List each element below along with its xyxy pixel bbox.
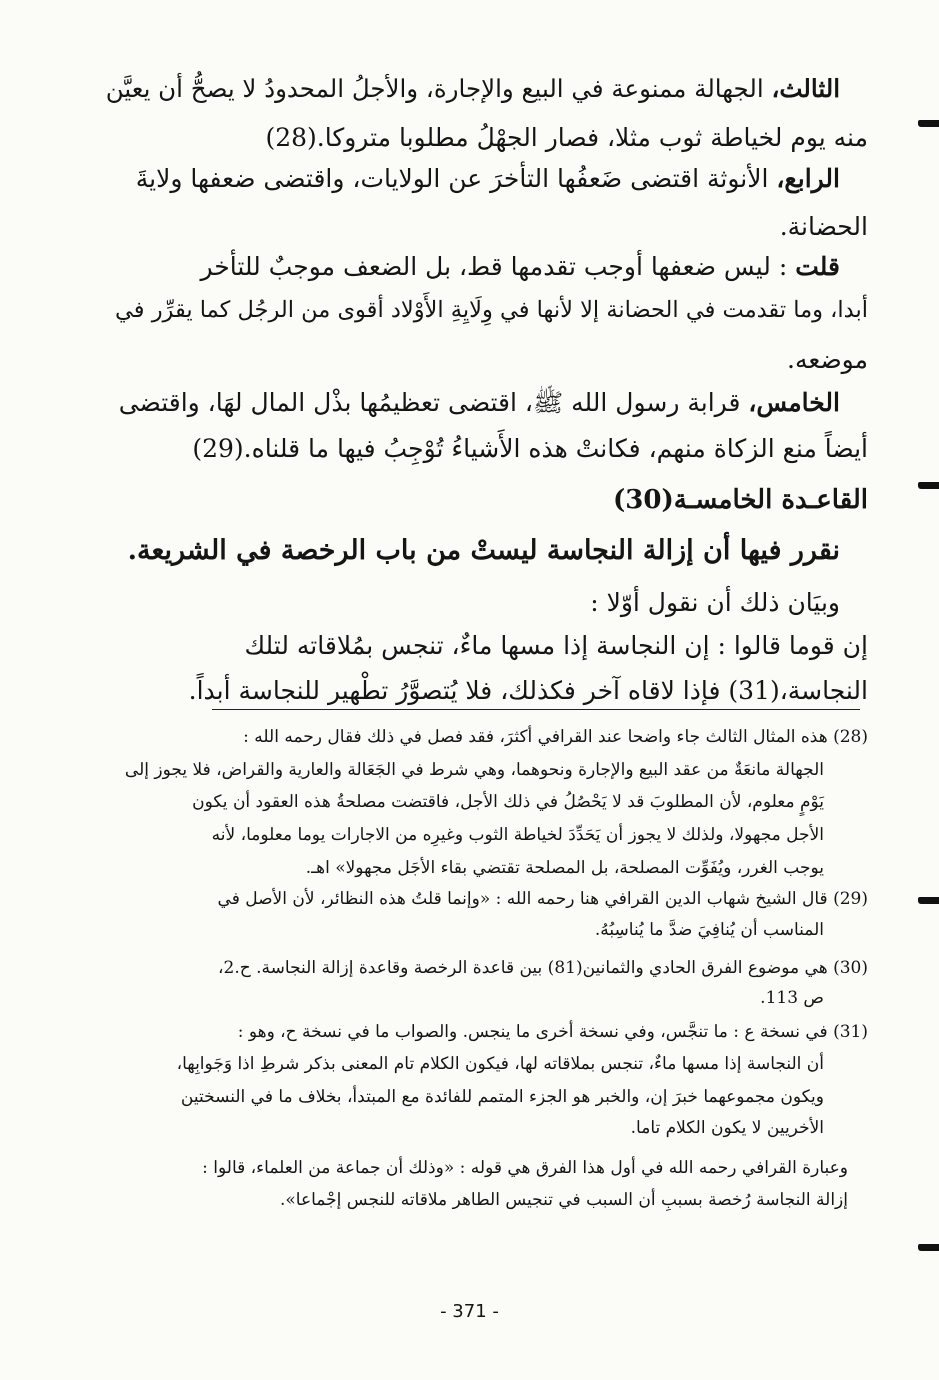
point-label: قلت [795, 252, 840, 281]
footnote-separator [212, 709, 860, 710]
text-line: قلت : ليس ضعفها أوجب تقدمها قط، بل الضعف موجبٌ للتأخر [200, 252, 840, 281]
footnote-line: يوجب الغرر، ويُفَوِّت المصلحة، بل المصلحة تقتضي بقاء الأجَل مجهولا» اهـ. [305, 858, 824, 878]
text-line: أيضاً منع الزكاة منهم، فكانتْ هذه الأَشياءُ تُوْجِبُ فيها ما قلناه.(29) [192, 434, 868, 463]
footnote-line: أن النجاسة إذا مسها ماءٌ، تنجس بملاقاته لها، فيكون الكلام تام المعنى بذكر شرطِ اذا وَجَوابِها، [176, 1054, 824, 1074]
text-line: الخامس، قرابة رسول الله ﷺ، اقتضى تعظيمُها بذْل المال لهَا، واقتضى [118, 388, 840, 417]
scan-edge-mark [918, 482, 939, 489]
section-thesis: نقرر فيها أن إزالة النجاسة ليستْ من باب الرخصة في الشريعة. [127, 535, 840, 566]
footnote-line: الأخريين لا يكون الكلام تاما. [630, 1118, 824, 1138]
footnote-line: المناسب أن يُنافِيَ ضدَّ ما يُناسِبُهُ. [594, 920, 824, 940]
footnote-line: (30) هي موضوع الفرق الحادي والثمانين(81) بين قاعدة الرخصة وقاعدة إزالة النجاسة. ح.2، [218, 958, 868, 978]
footnote-number: (28) [833, 727, 868, 747]
text-line: الحضانة. [779, 212, 868, 241]
scan-edge-mark [918, 897, 939, 904]
footnote-line: الأجل مجهولا، ولذلك لا يجوز أن يَحَدِّدَ لخياطة الثوب وغيرِه من الاجارات يوما معلوما، لأنه [211, 825, 824, 845]
point-label: الخامس، [748, 388, 840, 417]
footnote-line: وعبارة القرافي رحمه الله في أول هذا الفرق هي قوله : «وذلك أن جماعة من العلماء، قالوا : [202, 1158, 848, 1178]
footnote-line: يَوْمٍ معلوم، لأن المطلوبَ قد لا يَحْصُلُ في ذلك الأجل، فاقتضت مصلحةُ هذه العقود أن يكون [192, 792, 824, 812]
section-heading: القاعـدة الخامسـة(30) [612, 485, 868, 515]
scan-edge-mark [918, 120, 939, 127]
text-line: منه يوم لخياطة ثوب مثلا، فصار الجهْلُ مطلوبا متروكا.(28) [265, 123, 868, 152]
scan-edge-mark [918, 1244, 939, 1251]
footnote-line: (31) في نسخة ع : ما تنجَّس، وفي نسخة أخرى ما ينجس. والصواب ما في نسخة ح، وهو : [237, 1022, 868, 1042]
footnote-line: (28) هذه المثال الثالث جاء واضحا عند القرافي أكثرَ، فقد فصل في ذلك فقال رحمه الله : [243, 727, 868, 747]
text-line: النجاسة،(31) فإذا لاقاه آخر فكذلك، فلا يُتصوَّرُ تطْهير للنجاسة أبداً. [188, 676, 868, 705]
page-number: - 371 - [440, 1301, 499, 1322]
text-line: أبدا، وما تقدمت في الحضانة إلا لأنها في وِلَايِةِ الأَوْلاد أقوى من الرجُل كما يقرِّر في [115, 297, 868, 323]
text-line: إن قوما قالوا : إن النجاسة إذا مسها ماءٌ، تنجس بمُلاقاته لتلك [244, 631, 868, 660]
footnote-line: ويكون مجموعهما خبرَ إن، والخبر هو الجزء المتمم للفائدة مع المبتدأ، بخلاف ما في النسختين [180, 1087, 824, 1107]
text-line: الرابع، الأنوثة اقتضى ضَعفُها التأخرَ عن الولايات، واقتضى ضعفها ولايةَ [135, 164, 840, 193]
point-label: الثالث، [771, 74, 840, 103]
footnote-line: إزالة النجاسة رُخصة بسببِ أن السبب في تنجيس الطاهر ملاقاته للنجس إجْماعا». [280, 1190, 848, 1210]
text-line: موضعه. [787, 345, 868, 374]
footnote-line: ص 113. [760, 988, 824, 1008]
footnote-line: الجهالة مانعَةٌ من عقد البيع والإجارة ونحوهما، وهي شرط في الجَعَالة والعارية والقراض، فلا يجوز إلى [124, 760, 824, 780]
text-line: الثالث، الجهالة ممنوعة في البيع والإجارة، والأجلُ المحدودُ لا يصحُّ أن يعيَّن [105, 74, 840, 103]
footnote-number: (30) [833, 958, 868, 978]
point-label: الرابع، [776, 164, 840, 193]
footnote-number: (31) [833, 1022, 868, 1042]
footnote-line: (29) قال الشيخ شهاب الدين القرافي هنا رحمه الله : «وإنما قلتُ هذه النظائر، لأن الأصل في [217, 889, 868, 909]
footnote-number: (29) [833, 889, 868, 909]
text-line: وبيَان ذلك أن نقول أوّلا : [590, 588, 840, 617]
